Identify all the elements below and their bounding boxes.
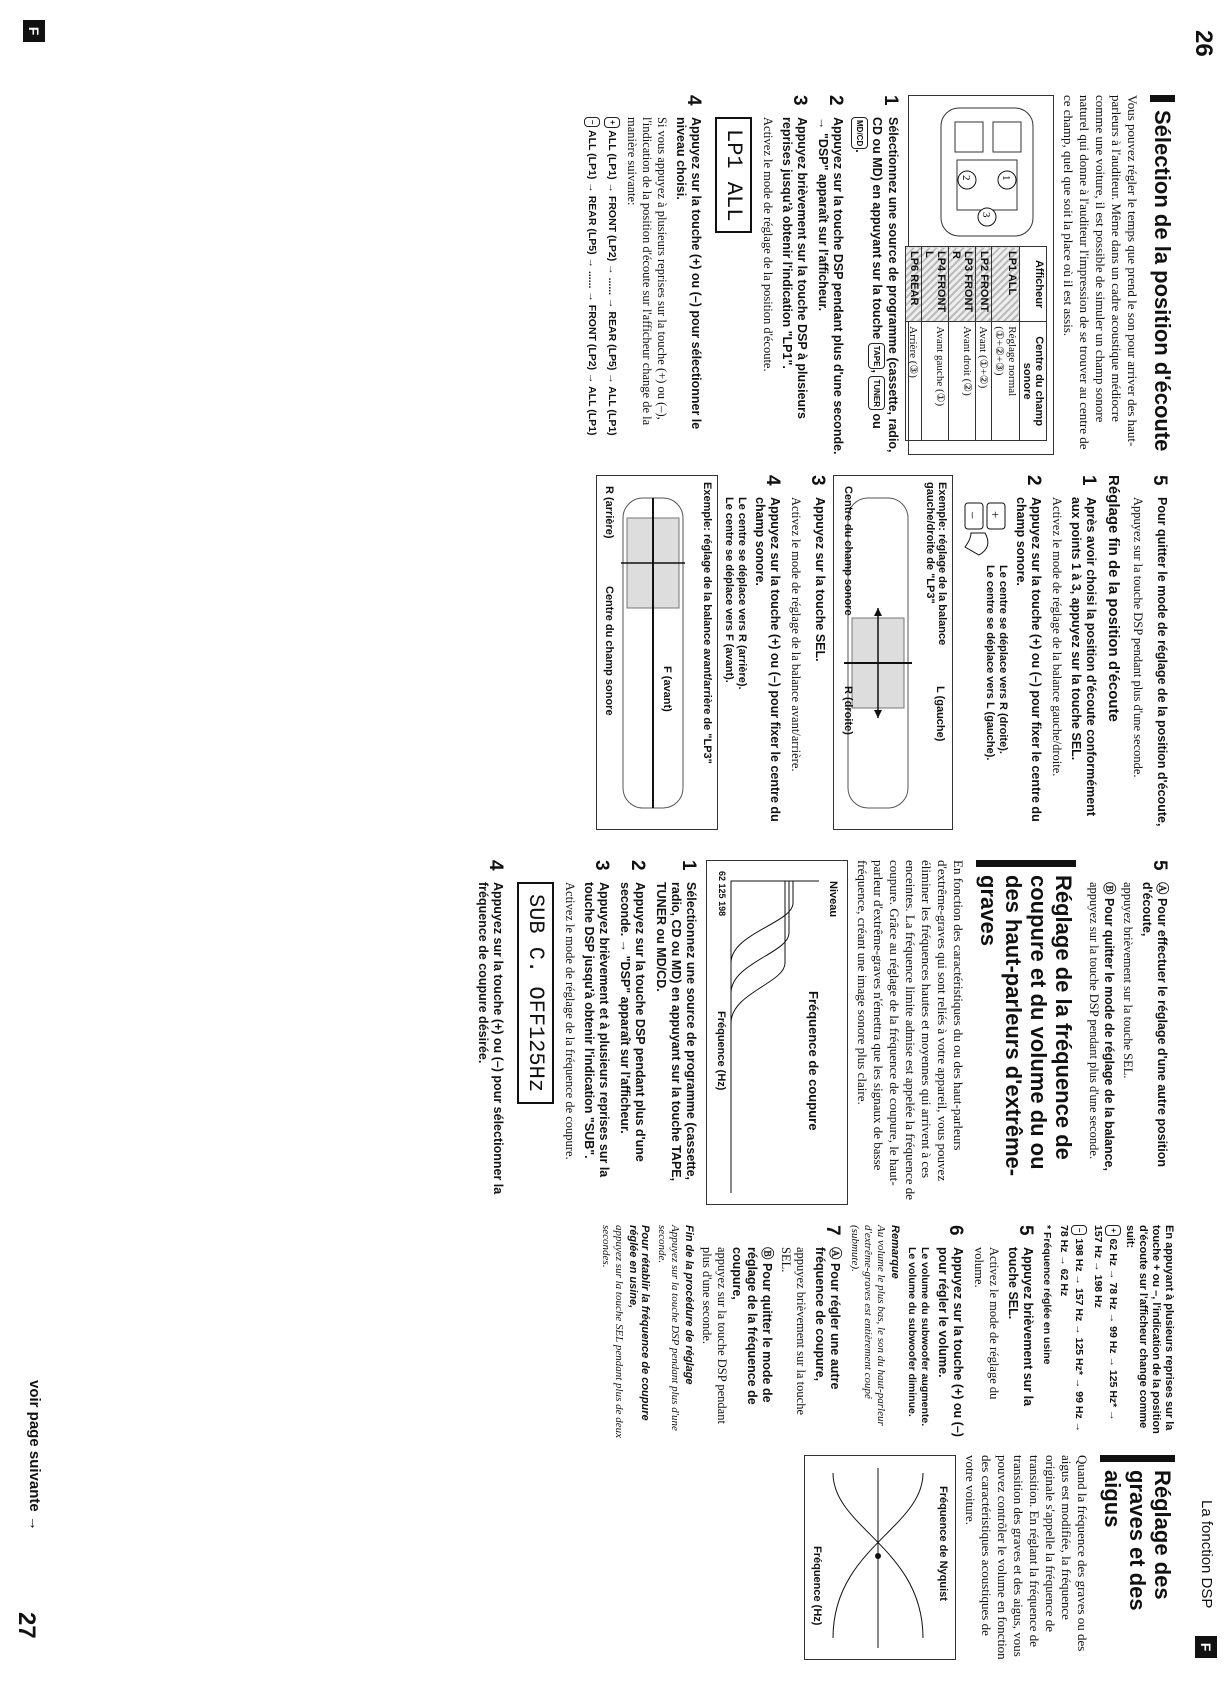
- seat-mark-3: 3: [980, 212, 992, 218]
- step-subtext: appuyez brièvement sur la touche SEL.: [779, 1247, 808, 1415]
- sub-step-4: 4 Appuyez sur la touche (+) ou (–) pour sélectionner la fréquence de coupure désirée.: [475, 860, 505, 1205]
- key-effects: [905, 1247, 931, 1440]
- chart-title: Fréquence de coupure: [806, 991, 821, 1131]
- table-cell: LP6 REAR: [906, 247, 922, 322]
- chart-axes: [731, 881, 819, 1193]
- sequence-minus: [1057, 1225, 1087, 1440]
- sequence-intro: En appuyant à plusieurs reprises sur la touche + ou –, l'indication de la position d'écoute sur l'afficheur change comme suit:: [1124, 1225, 1175, 1434]
- step-subtext: Activez le mode de réglage de la fréquence de coupure.: [563, 882, 577, 1160]
- page-number-right: 27: [13, 1612, 40, 1639]
- step-text: Ⓑ Pour quitter le mode de réglage de la fréquence de coupure,: [730, 1247, 774, 1405]
- step-text: Appuyez sur la touche (+) ou (–) pour sélectionner le niveau choisi.: [674, 117, 703, 430]
- remark-text: Au volume le plus bas, le son du haut-parleur d'extrême-graves est entièrement coupé (submute).: [849, 1225, 887, 1426]
- reset-text: appuyez sur la touche SEL pendant plus de deux secondes.: [600, 1225, 625, 1439]
- label-right: R (droite): [842, 686, 854, 735]
- column-1: [580, 95, 1175, 455]
- table-cell: LP1 ALL: [992, 247, 1020, 322]
- table-row: [922, 247, 949, 441]
- step-subtext: Appuyez sur la touche DSP pendant plus d'une seconde.: [1131, 497, 1145, 778]
- step-subtext: Si vous appuyez à plusieurs reprises sur la touche (+) ou (–), l'indication de la position d'écoute sur l'afficheur change de la manière suivante:: [625, 117, 669, 426]
- cutoff-curve: [731, 881, 793, 963]
- reset-heading: Pour rétablir la fréquence de coupure réglée en usine,: [627, 1225, 651, 1421]
- step-text: Après avoir choisi la position d'écoute conformément aux points 1 à 3, appuyez sur la touche SEL.: [1069, 497, 1098, 817]
- chart-xlabel: Fréquence (Hz): [811, 1546, 823, 1626]
- or-text: ou: [870, 413, 885, 429]
- section-title-bass-treble: Réglage des graves et des aigus: [1100, 1455, 1175, 1660]
- label-center: Centre du champ sonore: [603, 586, 615, 716]
- listening-position-figure: [908, 95, 1054, 455]
- tuner-key-icon: TUNER: [868, 376, 885, 410]
- step-text: Appuyez sur la touche (+) ou (–) pour régler le volume.: [936, 1247, 965, 1437]
- table-cell: Avant droit (②): [949, 322, 976, 441]
- table-header: Centre du champ sonore: [1020, 322, 1047, 441]
- sequence-plus: [1091, 1225, 1121, 1440]
- key-effect-plus: Le centre se déplace vers R (droite).: [997, 565, 1009, 754]
- table-row: [976, 247, 992, 441]
- step-text: Sélectionnez une source de programme (cassette, radio, CD ou MD) en appuyant sur la touche TAPE, TUNER ou MD/CD.: [654, 882, 698, 1182]
- step-text: Appuyez sur la touche (+) ou (–) pour sélectionner la fréquence de coupure désirée.: [476, 882, 505, 1195]
- step-text: Appuyez sur la touche (+) ou (–) pour fixer le centre du champ sonore.: [1014, 497, 1043, 822]
- step-text: Appuyez sur la touche (+) ou (–) pour fixer le centre du champ sonore.: [753, 497, 782, 822]
- end-procedure-heading: Fin de la procédure de réglage: [683, 1225, 695, 1385]
- step-text: Pour quitter le mode de réglage de la position d'écoute,: [1155, 497, 1169, 827]
- column-5: [804, 1455, 1175, 1660]
- table-cell: Arrière (③): [906, 322, 922, 441]
- sequence-plus: [604, 117, 620, 455]
- column-3: [471, 860, 1175, 1205]
- step-1: 1 Sélectionnez une source de programme (cassette, radio, CD ou MD) en appuyant sur la touche TAPE, TUNER ou MD/CD.: [851, 95, 900, 455]
- step-subtext: Activez le mode de réglage de la balance gauche/droite.: [1050, 497, 1064, 777]
- step-text: Appuyez brièvement sur la touche DSP à plusieurs reprises jusqu'à obtenir l'indication "LP1".: [780, 117, 809, 419]
- step-5: 5 Ⓐ Pour effectuer le réglage d'une autre position d'écoute,: [1139, 860, 1169, 1205]
- seat-mark-2: 2: [960, 175, 972, 181]
- sequence-minus: [584, 117, 600, 455]
- key-effect-minus: Le centre se déplace vers F (avant).: [723, 497, 735, 683]
- table-cell: LP3 FRONT R: [949, 247, 976, 322]
- key-effect-plus: Le volume du subwoofer augmente.: [919, 1247, 931, 1427]
- step-subtext: appuyez sur la touche DSP pendant plus d'une seconde.: [1087, 882, 1101, 1160]
- table-cell: Réglage normal (①+②+③): [992, 322, 1020, 441]
- fine-step-2: 2 Appuyez sur la touche (+) ou (–) pour fixer le centre du champ sonore.: [1013, 475, 1043, 830]
- car-seat-diagram: [929, 102, 1047, 242]
- cutoff-curves: [723, 863, 823, 1203]
- page-number-left: 26: [1190, 30, 1217, 57]
- footnote: * Fréquence réglée en usine: [1041, 1225, 1053, 1365]
- column-2: [596, 475, 1175, 830]
- table-row: [992, 247, 1020, 441]
- section-title-subwoofer: Réglage de la fréquence de coupure et du volume du ou des haut-parleurs d'extrême-graves: [976, 860, 1076, 1205]
- sequence-text: 62 Hz → 78 Hz → 99 Hz → 125 Hz* → 157 Hz → 198 Hz: [1092, 1225, 1120, 1421]
- key-effect-minus: Le centre se déplace vers L (gauche).: [984, 565, 996, 761]
- step-3: 3 Appuyez brièvement sur la touche DSP à plusieurs reprises jusqu'à obtenir l'indication "LP1".: [779, 95, 809, 455]
- lcd-display-sub: SUB C. OFF125Hz: [517, 882, 554, 1104]
- hand-pressing-keys-icon: [959, 497, 1009, 557]
- key-effect-plus: Le centre se déplace vers R (arrière).: [736, 497, 748, 690]
- svg-text:+: +: [988, 511, 1003, 519]
- sequence-text: 198 Hz → 157 Hz → 125 Hz* → 99 Hz → 78 Hz → 62 Hz: [1058, 1225, 1086, 1433]
- intro-paragraph: Vous pouvez régler le temps que prend le son pour arriver des haut-parleurs à l'auditeur. Même dans un cadre acoustique médiocre comme une voiture, il est possible de simuler un champ sonore naturel qui donne à l'auditeur l'impression de se trouver au centre de ce champ, quel que soit la place où il est assis.: [1061, 95, 1140, 450]
- end-procedure-text: Appuyez sur la touche DSP pendant plus d'une seconde.: [656, 1225, 681, 1431]
- tick-label: 62: [717, 871, 727, 882]
- lcd-display-lp1: LP1 ALL: [715, 117, 752, 233]
- balance-lr-figure: [833, 475, 953, 830]
- step-subtext: appuyez sur la touche DSP pendant plus d'une seconde.: [700, 1247, 729, 1424]
- key-effects: [722, 497, 748, 830]
- minus-key-icon: –: [1071, 1225, 1087, 1235]
- step-subtext: Activez le mode de réglage du volume.: [972, 1247, 1001, 1400]
- label-left: L (gauche): [934, 686, 946, 742]
- label-rear: R (arrière): [603, 486, 615, 539]
- chart-title: Fréquence de Nyquist: [937, 1486, 949, 1601]
- sub-step-1: 1 Sélectionnez une source de programme (cassette, radio, CD ou MD) en appuyant sur la touche TAPE, TUNER ou MD/CD.: [653, 860, 698, 1205]
- table-cell: LP2 FRONT: [976, 247, 992, 322]
- position-table: [905, 246, 1047, 441]
- minus-key-icon: –: [584, 117, 600, 127]
- fine-step-4: 4 Appuyez sur la touche (+) ou (–) pour fixer le centre du champ sonore.: [752, 475, 782, 830]
- step-2: 2 Appuyez sur la touche DSP pendant plus d'une seconde. → "DSP" apparaît sur l'afficheur.: [816, 95, 846, 455]
- chart-ylabel: Niveau: [827, 881, 839, 918]
- step-text: Sélectionnez une source de programme (cassette, radio, CD ou MD) en appuyant sur la touche: [870, 117, 900, 453]
- step-text: Appuyez brièvement et à plusieurs reprises sur la touche DSP jusqu'à obtenir l'indication "SUB".: [582, 882, 611, 1178]
- sequence-text: ALL (LP1) → REAR (LP5) → ...... → FRONT (LP2) → ALL (LP1): [586, 129, 599, 436]
- table-cell: LP4 FRONT L: [922, 247, 949, 322]
- car-top-view-diagram: [613, 478, 693, 828]
- step-6: 6 Appuyez sur la touche (+) ou (–) pour régler le volume.: [935, 1225, 965, 1440]
- step-text: Appuyez sur la touche DSP pendant plus d'une seconde. → "DSP" apparaît sur l'afficheur.: [618, 882, 647, 1162]
- step-text: Appuyez sur la touche SEL.: [813, 497, 827, 662]
- step-subtext: Activez le mode de réglage de la balance avant/arrière.: [789, 497, 803, 772]
- crossover-curves: [823, 1458, 933, 1658]
- section-title-position: Sélection de la position d'écoute: [1150, 95, 1175, 455]
- svg-text:–: –: [966, 512, 981, 519]
- table-cell: Avant (①+②): [976, 322, 992, 441]
- table-row: [906, 247, 922, 441]
- cutoff-chart: [706, 860, 848, 1205]
- chart-ticks: [717, 871, 727, 916]
- cutoff-curve: [731, 881, 789, 993]
- tick-label: 198: [717, 901, 727, 917]
- key-effect-minus: Le volume du subwoofer diminue.: [906, 1247, 918, 1417]
- intro-paragraph: Quand la fréquence des graves ou des aigus est modifiée, la fréquence originale s'appelle la fréquence de transition. En réglant la fréquence de transition des graves et des aigus, vous pouvez contrôler le volume en fonction des caractéristiques acoustiques de votre voiture.: [963, 1455, 1090, 1660]
- sub-step-3: 3 Appuyez brièvement et à plusieurs reprises sur la touche DSP jusqu'à obtenir l'indication "SUB".: [581, 860, 611, 1205]
- mdcd-key-icon: MD/CD: [851, 117, 868, 149]
- step-text: Appuyez sur la touche DSP pendant plus d'une seconde. → "DSP" apparaît sur l'afficheur.: [816, 117, 845, 455]
- figure-caption: Exemple: réglage de la balance gauche/droite de "LP3": [924, 482, 948, 646]
- chart-xlabel: Fréquence (Hz): [715, 1011, 727, 1091]
- intro-paragraph: En fonction des caractéristiques du ou des haut-parleurs d'extrême-graves qui sont reliés à votre appareil, vous pouvez éliminer les fréquences hautes et moyennes qui arrivent à ces enceintes. La fréquence limite admise est appelée la fréquence de coupure. Grâce au réglage de la fréquence de coupure, le haut-parleur d'extrême-graves n'émettra que les signaux de basse fréquence, créant une image sonore plus claire.: [855, 860, 966, 1200]
- sub-step-2: 2 Appuyez sur la touche DSP pendant plus d'une seconde. → "DSP" apparaît sur l'afficheur.: [617, 860, 647, 1205]
- section-footer: La fonction DSP: [1198, 1500, 1215, 1609]
- column-4: [595, 1225, 1175, 1440]
- table-cell: Avant gauche (①): [922, 322, 949, 441]
- tick-label: 125: [717, 883, 727, 899]
- step-text: Ⓐ Pour régler une autre fréquence de coupure,: [813, 1247, 842, 1390]
- tape-key-icon: TAPE: [868, 343, 885, 370]
- step-7: 7 Ⓐ Pour régler une autre fréquence de coupure,: [812, 1225, 842, 1440]
- label-front: F (avant): [661, 666, 673, 712]
- label-center: Centre du champ sonore: [842, 486, 854, 616]
- plus-key-icon: +: [1105, 1225, 1121, 1236]
- remark-heading: Remarque: [889, 1225, 901, 1279]
- figure-caption: Exemple: réglage de la balance avant/arrière de "LP3": [701, 482, 713, 764]
- step-text: Ⓑ Pour quitter le mode de réglage de la balance,: [1102, 882, 1116, 1171]
- plus-minus-keys-figure: [959, 497, 1009, 830]
- step-subtext: appuyez brièvement sur la touche SEL.: [1121, 882, 1135, 1079]
- cutoff-curve: [731, 881, 785, 1023]
- step-subtext: Activez le mode de réglage de la position d'écoute.: [761, 117, 775, 372]
- seat-mark-1: 1: [1000, 175, 1012, 181]
- language-tab-left: F: [23, 20, 45, 42]
- step-5: 5 Appuyez brièvement sur la touche SEL.: [1005, 1225, 1035, 1440]
- nyquist-chart: [804, 1455, 956, 1660]
- step-text: Appuyez brièvement sur la touche SEL.: [1006, 1247, 1035, 1407]
- language-tab-right: F: [1195, 1636, 1217, 1658]
- subsection-title-fine-tune: Réglage fin de la position d'écoute: [1105, 475, 1122, 722]
- table-header: Afficheur: [1020, 247, 1047, 322]
- step-4: 4 Appuyez sur la touche (+) ou (–) pour sélectionner le niveau choisi.: [673, 95, 703, 455]
- step-text: Ⓐ Pour effectuer le réglage d'une autre position d'écoute,: [1140, 882, 1169, 1167]
- fine-step-1: 1 Après avoir choisi la position d'écoute conformément aux points 1 à 3, appuyez sur la touche SEL.: [1068, 475, 1098, 830]
- fine-step-3: 3 Appuyez sur la touche SEL.: [807, 475, 828, 662]
- sequence-text: ALL (LP1) → FRONT (LP2) → ...... → REAR (LP5) → ALL (LP1): [606, 130, 619, 436]
- next-page-link[interactable]: voir page suivante →: [26, 1380, 43, 1531]
- plus-key-icon: +: [604, 117, 620, 128]
- table-row: [949, 247, 976, 441]
- step-5: 5 Pour quitter le mode de réglage de la position d'écoute,: [1149, 475, 1170, 827]
- balance-fr-figure: [596, 475, 718, 830]
